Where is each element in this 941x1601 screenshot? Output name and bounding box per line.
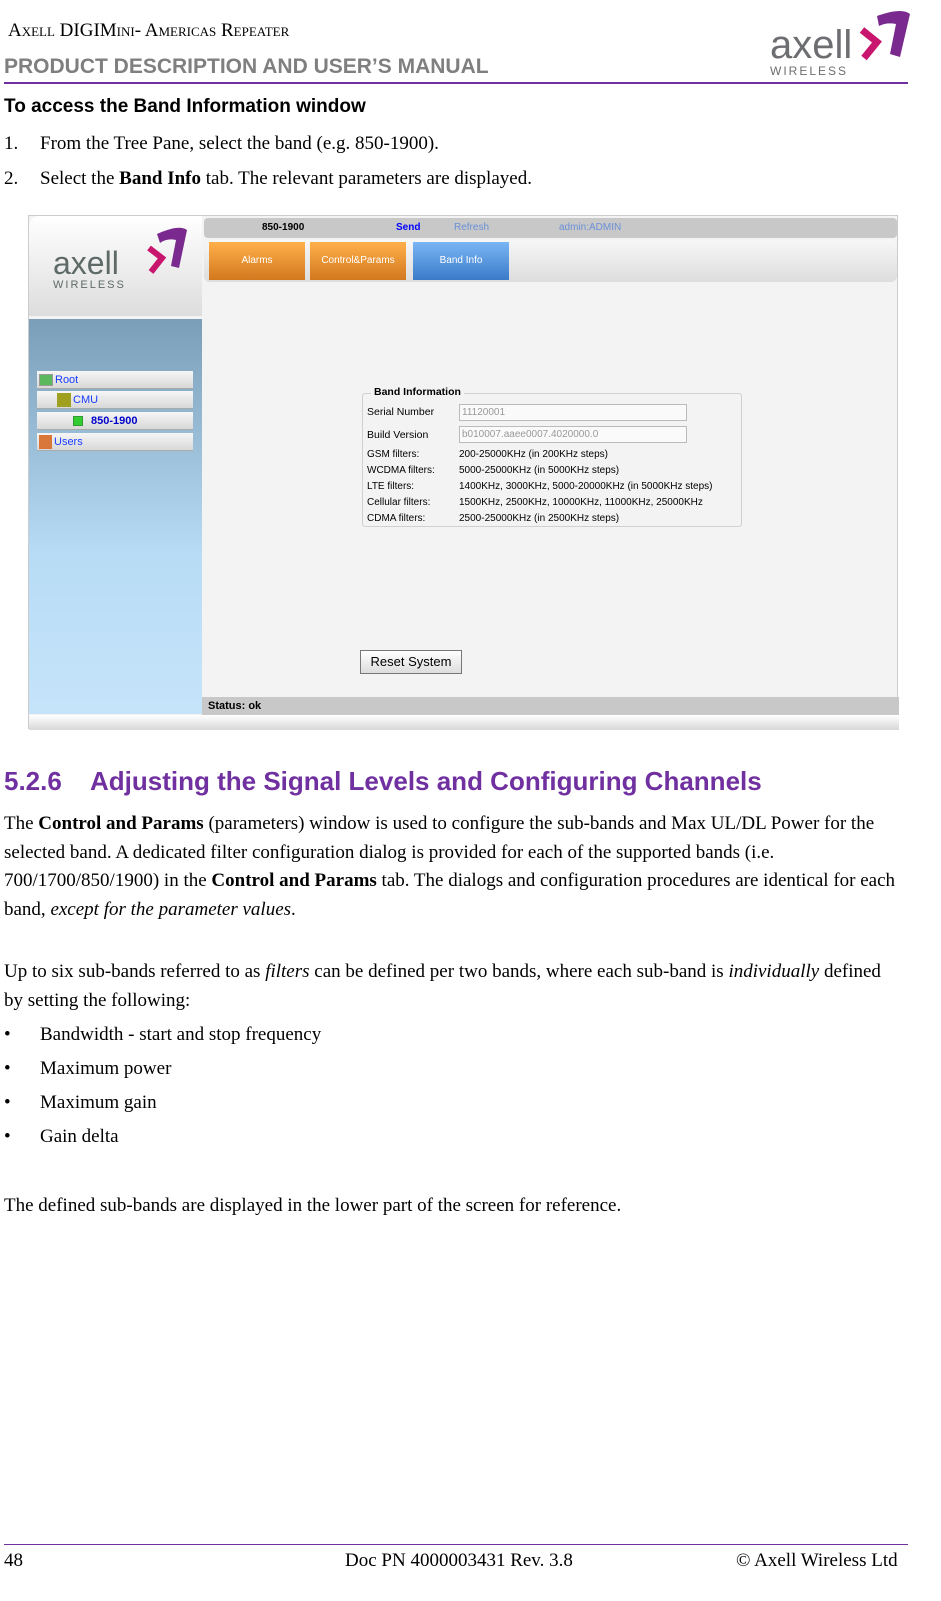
band-status-icon [73, 416, 83, 426]
tree-item-root[interactable] [37, 371, 193, 389]
filter-label: GSM filters: [367, 449, 420, 460]
text: (parameters) window is used to configure the sub-bands and Max UL/DL Power for the selected band. A dedicated filter configuration dialog is provided for each of the supported bands (i.e. 700/1700/850/1900) in the [4, 813, 875, 892]
procedure-title: To access the Band Information window [4, 96, 366, 117]
bottom-bar [29, 715, 899, 730]
filter-value: 1500KHz, 2500KHz, 10000KHz, 11000KHz, 25000KHz [459, 497, 703, 508]
bullet-icon: • [4, 1024, 11, 1045]
step-2 [4, 168, 532, 190]
step-number: 1. [4, 133, 19, 154]
bullet-text: Maximum gain [40, 1092, 157, 1113]
bullet-text: Maximum power [40, 1058, 172, 1079]
svg-text:axell: axell [770, 23, 853, 67]
current-band: 850-1900 [262, 222, 305, 233]
header-manual-title: PRODUCT DESCRIPTION AND USER’S MANUAL [4, 55, 489, 78]
paragraph-2 [4, 958, 904, 1015]
tree-item-cmu[interactable] [37, 391, 193, 409]
header-product: Axell DIGIMini- Americas Repeater [8, 20, 290, 41]
bullet-text: Bandwidth - start and stop frequency [40, 1024, 322, 1045]
app-logo [49, 218, 194, 293]
tree-item-users[interactable] [37, 433, 193, 451]
filter-label: LTE filters: [367, 481, 415, 492]
serial-number-field[interactable]: 11120001 [459, 404, 687, 421]
step-1 [4, 133, 439, 155]
italic-text: filters [265, 961, 310, 982]
paragraph-1 [4, 810, 924, 924]
header-divider [4, 82, 908, 84]
text: The [4, 813, 39, 834]
left-pane [29, 216, 202, 730]
svg-text:axell: axell [53, 245, 119, 281]
bullet-text: Gain delta [40, 1126, 119, 1147]
group-legend: Band Information [371, 386, 464, 398]
text: Up to six sub-bands referred to as [4, 961, 266, 982]
section-title: Adjusting the Signal Levels and Configuring Channels [90, 766, 762, 796]
bullet-icon: • [4, 1058, 11, 1079]
copyright: © Axell Wireless Ltd [736, 1550, 898, 1571]
bullet-item [4, 1024, 321, 1046]
axell-logo [770, 2, 922, 78]
build-label: Build Version [367, 429, 429, 441]
text: . [291, 898, 296, 920]
right-pane [202, 216, 899, 730]
svg-text:WIRELESS: WIRELESS [770, 64, 849, 78]
tree-label: 850-1900 [91, 415, 138, 427]
top-bar [204, 218, 897, 238]
italic-text: except for the parameter values [50, 898, 292, 920]
section-heading [4, 766, 762, 797]
step-text: Select the [40, 168, 120, 189]
tab-alarms[interactable]: Alarms [209, 242, 305, 280]
serial-label: Serial Number [367, 406, 435, 418]
cmu-icon [57, 393, 71, 407]
filter-label: CDMA filters: [367, 513, 426, 524]
users-icon [39, 435, 52, 449]
filter-value: 2500-25000KHz (in 2500KHz steps) [459, 513, 620, 524]
step-text: From the Tree Pane, select the band (e.g. 850-1900). [40, 133, 439, 154]
tree-item-850-1900[interactable] [37, 412, 193, 430]
status-bar: Status: ok [202, 697, 899, 715]
italic-text: individually [728, 961, 820, 982]
bold-text: Control and Params [211, 870, 377, 892]
filter-value: 5000-25000KHz (in 5000KHz steps) [459, 465, 620, 476]
tab-bar [204, 240, 897, 282]
step-bold: Band Info [119, 168, 201, 189]
bullet-icon: • [4, 1126, 11, 1147]
svg-text:WIRELESS: WIRELESS [53, 279, 126, 291]
bullet-item [4, 1126, 119, 1148]
filter-value: 1400KHz, 3000KHz, 5000-20000KHz (in 5000KHz steps) [459, 481, 713, 492]
paragraph-3: The defined sub-bands are displayed in the lower part of the screen for reference. [4, 1195, 622, 1216]
band-info-screenshot [28, 215, 898, 729]
step-text: tab. The relevant parameters are displayed. [201, 168, 532, 189]
tree-label: Users [54, 436, 83, 448]
tree-label: Root [55, 374, 79, 386]
collapse-icon[interactable] [39, 374, 53, 386]
app-logo-area [29, 216, 202, 316]
bullet-item [4, 1058, 171, 1080]
user-label: admin:ADMIN [559, 222, 622, 233]
text: tab. The dialogs and configuration procedures are identical for each band, [4, 870, 896, 920]
filter-label: Cellular filters: [367, 497, 431, 508]
filter-value: 200-25000KHz (in 200KHz steps) [459, 449, 608, 460]
page-number: 48 [4, 1550, 23, 1571]
footer-divider [4, 1544, 908, 1545]
filter-label: WCDMA filters: [367, 465, 435, 476]
reset-system-button[interactable]: Reset System [360, 650, 462, 674]
step-number: 2. [4, 168, 19, 189]
bullet-icon: • [4, 1092, 11, 1113]
text: defined by setting the following: [4, 961, 881, 1011]
build-version-field[interactable]: b010007.aaee0007.4020000.0 [459, 426, 687, 443]
band-information-group [362, 386, 742, 527]
refresh-link[interactable]: Refresh [454, 222, 490, 233]
section-number: 5.2.6 [4, 766, 62, 796]
text: can be defined per two bands, where each sub-band is [309, 961, 729, 982]
tree-pane [29, 319, 202, 714]
bullet-item [4, 1092, 157, 1114]
tree-label: CMU [73, 394, 99, 406]
bold-text: Control and Params [38, 813, 204, 834]
doc-number: Doc PN 4000003431 Rev. 3.8 [345, 1550, 573, 1571]
tab-control-params[interactable]: Control&Params [310, 242, 406, 280]
tab-band-info[interactable]: Band Info [413, 242, 509, 280]
send-link[interactable]: Send [396, 222, 421, 233]
